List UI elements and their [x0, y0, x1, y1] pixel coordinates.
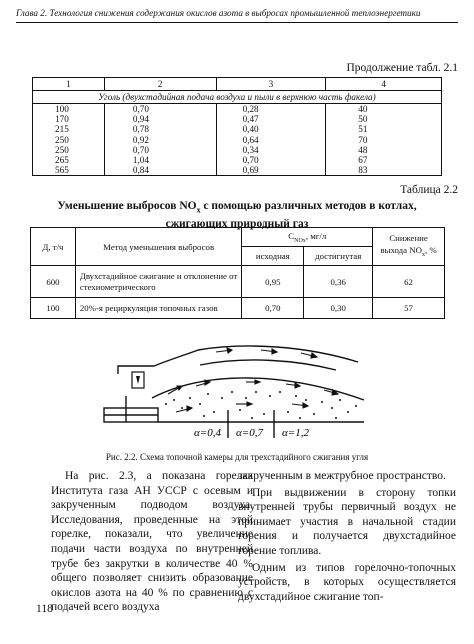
- alpha-label: α=0,4: [194, 427, 221, 439]
- paragraph: На рис. 2.3, а показана горелка Института газа АН УССР с осевым и закрученным подводом воздуха. Исследования, проведенные на этой горелке, показали, что увеличение подачи части воздуха по внутренней трубе без закрутки в количестве 40 % общего позволяет снизить образование окислов азота на 40 % по сравнению с подачей всего воздуха: [51, 470, 253, 614]
- table-2-1-continuation: [32, 77, 442, 176]
- paragraph: закрученным в межтрубное пространство.: [238, 470, 446, 482]
- table-cell: 0,64: [216, 135, 326, 145]
- table-cell: 20%-я рециркуляция топочных газов: [75, 298, 242, 319]
- table-row: [31, 266, 445, 298]
- table-cell: 265: [33, 155, 105, 165]
- col-number: 3: [216, 78, 326, 91]
- table-cell: 100: [33, 104, 105, 115]
- table-row: [33, 135, 442, 145]
- col-header-d: Д, т/ч: [31, 228, 76, 266]
- table-cell: 0,70: [216, 155, 326, 165]
- table-cell: 0,70: [104, 145, 216, 155]
- alpha-label: α=1,2: [282, 427, 309, 439]
- table-cell: 1,04: [104, 155, 216, 165]
- table-cell: 215: [33, 124, 105, 134]
- table-cell: 0,69: [216, 165, 326, 176]
- table-header-row: [31, 228, 445, 247]
- table-row: [33, 155, 442, 165]
- table-cell: 62: [373, 266, 445, 298]
- page-number: 118: [36, 603, 53, 615]
- table-cell: 0,92: [104, 135, 216, 145]
- col-header-initial: исходная: [242, 247, 304, 266]
- table-cell: 57: [373, 298, 445, 319]
- table-row: [33, 104, 442, 115]
- col-number: 2: [104, 78, 216, 91]
- table-cell: 48: [326, 145, 442, 155]
- table-cell: 0,70: [104, 104, 216, 115]
- col-header-reduction: Снижение выхода $NO_x$, %: [373, 228, 445, 266]
- table-cell: 600: [31, 266, 76, 298]
- table-cell: 0,94: [104, 114, 216, 124]
- running-header: Глава 2. Технология снижения содержания окислов азота в выбросах промышленной теплоэнергетики: [16, 8, 421, 18]
- table-cell: 0,70: [242, 298, 304, 319]
- table-cell: 51: [326, 124, 442, 134]
- table-cell: 0,30: [304, 298, 373, 319]
- col-header-concentration: $C_{NOx}$, мг/л: [242, 228, 373, 247]
- table-cell: Двухстадийное сжигание и отклонение от стехиометрического: [75, 266, 242, 298]
- table-cell: 0,36: [304, 266, 373, 298]
- table-cell: 0,28: [216, 104, 326, 115]
- table-cell: 67: [326, 155, 442, 165]
- table-2-2-label: Таблица 2.2: [400, 184, 458, 196]
- table-2-2: [30, 227, 445, 319]
- paragraph: Одним из типов горелочно-топочных устройств, в которых осуществляется двухстадийное сжигание топ-: [238, 561, 456, 603]
- table-cell: 0,40: [216, 124, 326, 134]
- figure-caption: Рис. 2.2. Схема топочной камеры для трехстадийного сжигания угля: [105, 452, 369, 462]
- alpha-label: α=0,7: [236, 427, 263, 439]
- table-cell: 0,34: [216, 145, 326, 155]
- header-rule: [16, 22, 458, 23]
- table-cell: 83: [326, 165, 442, 176]
- table-row: [33, 165, 442, 176]
- table-cell: 0,95: [242, 266, 304, 298]
- table-header-row: [33, 78, 442, 91]
- text-column-right: [238, 469, 456, 604]
- table-cell: 70: [326, 135, 442, 145]
- table-cell: 100: [31, 298, 76, 319]
- table-cell: 40: [326, 104, 442, 115]
- table-cell: 250: [33, 145, 105, 155]
- table-row: [33, 114, 442, 124]
- table-cell: 50: [326, 114, 442, 124]
- table-section-title: Уголь (двухстадийная подача воздуха и пыли в верхнюю часть факела): [33, 91, 442, 104]
- table-2-2-title: Уменьшение выбросов $NO_x$ с помощью различных методов в котлах, сжигающих природный газ: [57, 200, 417, 231]
- table-cell: 0,78: [104, 124, 216, 134]
- paragraph: При выдвижении в сторону топки внутренней трубы первичный воздух не принимает участия в начальной стадии горения и получается двухстадийное горение топлива.: [238, 486, 456, 557]
- table-cell: 170: [33, 114, 105, 124]
- combustion-chamber-diagram: [96, 338, 376, 446]
- col-header-achieved: достигнутая: [304, 247, 373, 266]
- table-continuation-caption: Продолжение табл. 2.1: [346, 62, 458, 74]
- table-cell: 0,47: [216, 114, 326, 124]
- col-number: 1: [33, 78, 105, 91]
- table-row: [33, 145, 442, 155]
- table-cell: 250: [33, 135, 105, 145]
- table-row: [31, 298, 445, 319]
- table-row: [33, 124, 442, 134]
- col-header-method: Метод уменьшения выбросов: [75, 228, 242, 266]
- col-number: 4: [326, 78, 442, 91]
- nozzle-icon: [132, 372, 144, 388]
- table-cell: 0,84: [104, 165, 216, 176]
- table-cell: 565: [33, 165, 105, 176]
- text-column-left: [51, 469, 253, 615]
